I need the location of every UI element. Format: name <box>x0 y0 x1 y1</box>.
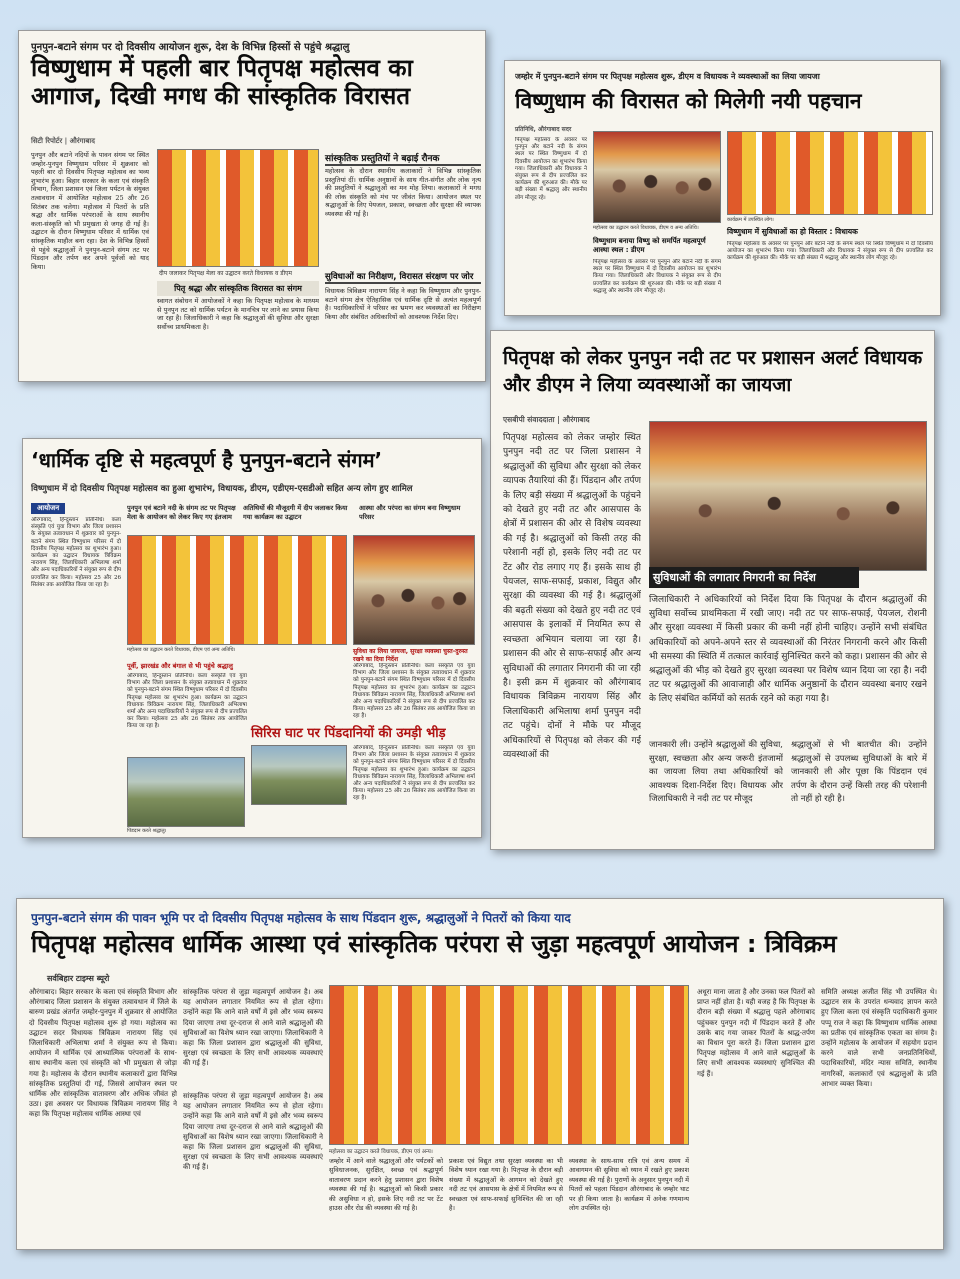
clip2-subhead-mla: विष्णुधाम में सुविधाओं का हो विस्तार : विधायक <box>727 227 858 236</box>
clip5-column-bottom-2: प्रकाश एवं विद्युत तथा सुरक्षा व्यवस्था का भी विशेष ध्यान रखा गया है। पितृपक्ष के दौरान बड़ी संख्या में श्रद्धालुओं के आगमन को देखते हुए नदी तट एवं आसपास के क्षेत्रों में नियमित रूप से स्वच्छता एवं साफ-सफाई सुनिश्चित की जा रही है। <box>449 1157 563 1213</box>
clip2-kicker: जम्होर में पुनपुन-बटाने संगम पर पितृपक्ष महोत्सव शुरू, डीएम व विधायक ने व्यवस्थाओं का लिया जायजा <box>515 72 820 81</box>
clip4-bullet-3: आस्था और परंपरा का संगम बना विष्णुधाम परिसर <box>359 504 461 521</box>
clip5-column-2-top: सांस्कृतिक परंपरा से जुड़ा महत्वपूर्ण आयोजन है। अब यह आयोजन लगातार नियमित रूप से होता रहेगा। उन्होंने कहा कि आने वाले वर्षों में इसे और भव्य स्वरूप दिया जाएगा तथा दूर-दराज से आने वाले श्रद्धालुओं की सुविधाओं का विशेष ध्यान रखा जाएगा। जिलाधिकारी ने कहा कि जिला प्रशासन द्वारा श्रद्धालुओं की सुविधा, सुरक्षा एवं स्वच्छता के लिए सभी आवश्यक व्यवस्थाएं की गई हैं। <box>183 988 323 1068</box>
clip3-photo-inspection <box>649 421 927 571</box>
clip4-bullet-2: अतिथियों की मौजूदगी में दीप जलाकर किया गया कार्यक्रम का उद्घाटन <box>243 504 348 521</box>
clip1-section-inspection: सुविधाओं का निरीक्षण, विरासत संरक्षण पर जोर <box>325 271 481 284</box>
clip5-column-bottom-1: जम्होर में आने वाले श्रद्धालुओं और पर्यटकों को सुविधाजनक, सुरक्षित, स्वच्छ एवं श्रद्धापूर्ण वातावरण प्रदान करने हेतु प्रशासन द्वारा विशेष व्यवस्था की गई है। श्रद्धालुओं को किसी प्रकार की असुविधा न हो, इसके लिए नदी तट पर टेंट हाउस और रोड की व्यवस्था की गई है। <box>329 1157 443 1213</box>
clip5-column-3: अधूरा माना जाता है और उनका फल पितरों को प्राप्त नहीं होता है। यही वजह है कि पितृपक्ष के दौरान बड़ी संख्या में श्रद्धालु पहले औरंगाबाद पहुंचकर पुनपुन नदी में पिंडदान करते हैं और उसके बाद गया जाकर पितरों के श्राद्ध-तर्पण का विधान पूरा करते हैं। जिला प्रशासन द्वारा पितृपक्ष महोत्सव में आने वाले श्रद्धालुओं के लिए सभी आवश्यक व्यवस्थाएं सुनिश्चित की गई हैं। <box>697 988 815 1078</box>
clipping-vishnudham-first-festival <box>18 30 486 382</box>
clip5-byline: सर्वबिहार टाइम्स ब्यूरो <box>47 974 110 983</box>
clip5-column-4: समिति अध्यक्ष अजीत सिंह भी उपस्थित थे। उद्घाटन सत्र के उपरांत धन्यवाद ज्ञापन करते हुए जिला कला एवं संस्कृति पदाधिकारी कुमार पप्पू राज ने कहा कि विष्णुधाम धार्मिक आस्था का प्रतीक एवं सांस्कृतिक एकता का संगम है। उन्होंने महोत्सव के आयोजन में सहयोग प्रदान करने वाले सभी जनप्रतिनिधियों, पदाधिकारियों, मंदिर न्यास समिति, स्थानीय नागरिकों, कलाकारों एवं श्रद्धालुओं के प्रति आभार व्यक्त किया। <box>821 988 937 1088</box>
clipping-vishnudham-heritage <box>504 60 941 316</box>
clip4-subhead-sirish-ghat: सिरिस घाट पर पिंडदानियों की उमड़ी भीड़ <box>251 726 446 741</box>
clip1-column-inspection: विधायक त्रिविक्रम नारायण सिंह ने कहा कि विष्णुधाम और पुनपुन-बटाने संगम क्षेत्र ऐतिहासिक एवं धार्मिक दृष्टि से अत्यंत महत्वपूर्ण है। पदाधिकारियों ने परिसर का भ्रमण कर व्यवस्थाओं का निरीक्षण किया और संबंधित अधिकारियों को आवश्यक निर्देश दिए। <box>325 287 481 321</box>
clip4-inner-head-2: सुविधा का लिया जायजा, सुरक्षा व्यवस्था चुस्त-दुरुस्त रखने का दिया निर्देश <box>353 648 468 663</box>
clip2-headline: विष्णुधाम की विरासत को मिलेगी नयी पहचान <box>515 89 862 113</box>
clip5-column-1: औरंगाबाद। बिहार सरकार के कला एवं संस्कृति विभाग और औरंगाबाद जिला प्रशासन के संयुक्त तत्वावधान में जिले के बारुण प्रखंड अंतर्गत जम्होर-पुनपुन में शुक्रवार से आयोजित दो दिवसीय पितृपक्ष महोत्सव शुरू हो गया। महोत्सव का उद्घाटन सदर विधायक त्रिविक्रम नारायण सिंह एवं जिलाधिकारी अभिलाषा शर्मा ने संयुक्त रूप से किया। आयोजन में धार्मिक एवं आध्यात्मिक परंपराओं के साथ-साथ स्थानीय कला एवं संस्कृति को भी प्रमुखता से जोड़ा गया है। महोत्सव के दौरान स्थानीय कलाकारों द्वारा विभिन्न सांस्कृतिक प्रस्तुतियां दी गई, जिससे आयोजन स्थल पर धार्मिक और सांस्कृतिक वातावरण और अधिक जीवंत हो उठा। इस अवसर पर विधायक त्रिविक्रम नारायण सिंह ने कहा कि पितृपक्ष महोत्सव धार्मिक आस्था एवं <box>29 988 177 1119</box>
clipping-administration-alert <box>490 330 935 850</box>
clipping-religious-importance <box>22 438 482 838</box>
clip4-column-left: औरंगाबाद, हिन्दुस्तान प्रतिनिधि। कला संस्कृति एवं युवा विभाग और जिला प्रशासन के संयुक्त तत्वावधान में शुक्रवार को पुनपुन-बटाने संगम स्थित विष्णुधाम परिसर में दो दिवसीय पितृपक्ष महोत्सव का शुभारंभ हुआ। कार्यक्रम का उद्घाटन विधायक त्रिविक्रम नारायण सिंह, जिलाधिकारी अभिलाषा शर्मा और अन्य पदाधिकारियों ने संयुक्त रूप से दीप प्रज्वलित कर किया। महोत्सव 25 और 26 सितंबर तक आयोजित किया जा रहा है। <box>31 517 121 588</box>
clip4-caption-stage: महोत्सव का उद्घाटन करते विधायक, डीएम एवं अन्य अतिथि। <box>127 647 236 653</box>
clip3-column-right: जिलाधिकारी ने अधिकारियों को निर्देश दिया कि पितृपक्ष के दौरान श्रद्धालुओं की सुविधा सर्वोच्च प्राथमिकता में रखी जाए। नदी तट पर साफ-सफाई, पेयजल, रोशनी और सुरक्षा व्यवस्था में किसी प्रकार की कमी नहीं होनी चाहिए। उन्होंने सभी संबंधित अधिकारियों को अपने-अपने स्तर से व्यवस्थाओं की निरंतर निगरानी करने और किसी भी समस्या की स्थिति में तत्काल कार्रवाई सुनिश्चित करने को कहा। प्रशासन की ओर से श्रद्धालुओं की भीड़ को देखते हुए सुरक्षा व्यवस्था पर विशेष ध्यान दिया जा रहा है। नदी तट पर श्रद्धालुओं की आवाजाही और धार्मिक अनुष्ठानों के दौरान व्यवस्था बनाए रखने के लिए संबंधित कर्मियों को सतर्क रहने को कहा गया है। <box>649 595 927 705</box>
clip5-photo-caption: महोत्सव का उद्घाटन करते विधायक, डीएम एवं अन्य। <box>329 1149 433 1155</box>
clip3-headline: पितृपक्ष को लेकर पुनपुन नदी तट पर प्रशासन अलर्ट विधायक और डीएम ने लिया व्यवस्थाओं का जायजा <box>503 347 923 396</box>
clip1-photo-inauguration <box>157 149 319 267</box>
clip4-photo-devotees <box>251 745 347 805</box>
clip2-column-left: पितृपक्ष महोत्सव के अवसर पर पुनपुन और बटाने नदी के संगम स्थल पर स्थित विष्णुधाम में दो दिवसीय आयोजन का शुभारंभ किया गया। जिलाधिकारी और विधायक ने संयुक्त रूप से दीप प्रज्वलित कर कार्यक्रम की शुरुआत की। मौके पर बड़ी संख्या में श्रद्धालु और स्थानीय लोग मौजूद रहे। <box>515 137 587 201</box>
clip4-bullet-1: पुनपुन एवं बटाने नदी के संगम तट पर पितृपक्ष मेला के आयोजन को लेकर किए गए इंतजाम <box>127 504 236 521</box>
clipping-trivikram-statement <box>16 898 944 1250</box>
clip5-column-2-bottom: सांस्कृतिक परंपरा से जुड़ा महत्वपूर्ण आयोजन है। अब यह आयोजन लगातार नियमित रूप से होता रहेगा। उन्होंने कहा कि आने वाले वर्षों में इसे और भव्य स्वरूप दिया जाएगा तथा दूर-दराज से आने वाले श्रद्धालुओं की सुविधाओं का विशेष ध्यान रखा जाएगा। जिलाधिकारी ने कहा कि जिला प्रशासन द्वारा श्रद्धालुओं की सुविधा, सुरक्षा एवं स्वच्छता के लिए सभी आवश्यक व्यवस्थाएं की गई हैं। <box>183 1092 323 1172</box>
clip2-subhead-dm: विष्णुधाम बनाया विष्णु को समर्पित महत्वपूर्ण आस्था स्थल : डीएम <box>593 237 706 254</box>
clip4-photo-crowd <box>353 535 475 645</box>
clip2-caption-right: कार्यक्रम में उपस्थित लोग। <box>727 217 774 223</box>
clip1-photo-caption: दीप जलाकर पितृपक्ष मेला का उद्घाटन करते विधायक व डीएम <box>159 270 292 277</box>
clip1-section-cultural: सांस्कृतिक प्रस्तुतियों ने बढ़ाई रौनक <box>325 151 481 166</box>
clip5-photo-inauguration <box>329 985 689 1145</box>
clip3-subhead: सुविधाओं की लगातार निगरानी का निर्देश <box>649 567 859 588</box>
clip3-column-bottom-mid: जानकारी ली। उन्होंने श्रद्धालुओं की सुविधा, सुरक्षा, स्वच्छता और अन्य जरूरी इंतजामों का जायजा लिया तथा अधिकारियों को आवश्यक दिशा-निर्देश दिए। विधायक और जिलाधिकारी ने नदी तट पर मौजूद <box>649 740 783 805</box>
clip4-subheadline: विष्णुधाम में दो दिवसीय पितृपक्ष महोत्सव का हुआ शुभारंभ, विधायक, डीएम, एडीएम-एसडीओ सहित अन्य लोग हुए शामिल <box>31 484 413 494</box>
clip4-inner-head: पूर्वी, झारखंड और बंगाल से भी पहुंचे श्रद्धालु <box>127 662 233 670</box>
clip4-caption-ghat: पिंडदान करते श्रद्धालु। <box>127 828 167 834</box>
clip1-section-heritage: पितृ श्रद्धा और सांस्कृतिक विरासत का संगम <box>157 281 319 296</box>
clip2-caption-left: महोत्सव का उद्घाटन करते विधायक, डीएम व अन्य अतिथि। <box>593 225 699 231</box>
clip5-column-bottom-3: व्यवस्था के साथ-साथ रात्रि एवं अन्य समय में आवागमन की सुविधा को ध्यान में रखते हुए प्रकाश व्यवस्था की गई है। पुराणों के अनुसार पुनपुन नदी में पितरों को पहला पिंडदान औरंगाबाद के जम्होर घाट पर ही किया जाता है। कार्यक्रम में अनेक गणमान्य लोग उपस्थित रहे। <box>569 1157 689 1213</box>
clip1-kicker: पुनपुन-बटाने संगम पर दो दिवसीय आयोजन शुरू, देश के विभिन्न हिस्सों से पहुंचे श्रद्धालु <box>31 42 350 53</box>
clip1-column-middle: स्वागत संबोधन में आयोजकों ने कहा कि पितृपक्ष महोत्सव के माध्यम से पुनपुन तट को धार्मिक पर्यटन के मानचित्र पर लाने का प्रयास किया जा रहा है। जिलाधिकारी ने कहा कि श्रद्धालुओं की सुविधा और सुरक्षा सर्वोच्च प्राथमिकता है। <box>157 297 319 331</box>
clip2-photo-right <box>727 131 933 215</box>
clip4-headline: ‘धार्मिक दृष्टि से महत्वपूर्ण है पुनपुन-बटाने संगम’ <box>31 449 383 472</box>
clip4-photo-stage <box>127 535 347 645</box>
clip5-headline: पितृपक्ष महोत्सव धार्मिक आस्था एवं सांस्कृतिक परंपरा से जुड़ा महत्वपूर्ण आयोजन : त्रिविक्रम <box>31 931 837 958</box>
clip2-column-mid: पितृपक्ष महोत्सव के अवसर पर पुनपुन और बटाने नदी के संगम स्थल पर स्थित विष्णुधाम में दो दिवसीय आयोजन का शुभारंभ किया गया। जिलाधिकारी और विधायक ने संयुक्त रूप से दीप प्रज्वलित कर कार्यक्रम की शुरुआत की। मौके पर बड़ी संख्या में श्रद्धालु और स्थानीय लोग मौजूद रहे। <box>593 259 721 294</box>
clip4-tag: आयोजन <box>31 503 65 514</box>
clip2-photo-left <box>593 131 721 223</box>
clip1-byline: सिटी रिपोर्टर | औरंगाबाद <box>31 137 95 145</box>
clip2-column-right: पितृपक्ष महोत्सव के अवसर पर पुनपुन और बटाने नदी के संगम स्थल पर स्थित विष्णुधाम में दो दिवसीय आयोजन का शुभारंभ किया गया। जिलाधिकारी और विधायक ने संयुक्त रूप से दीप प्रज्वलित कर कार्यक्रम की शुरुआत की। मौके पर बड़ी संख्या में श्रद्धालु और स्थानीय लोग मौजूद रहे। <box>727 241 933 262</box>
clip1-column-right: महोत्सव के दौरान स्थानीय कलाकारों ने विभिन्न सांस्कृतिक प्रस्तुतियां दीं। धार्मिक अनुष्ठानों के साथ गीत-संगीत और लोक नृत्य की प्रस्तुतियों ने श्रद्धालुओं का मन मोह लिया। कलाकारों ने मगध की लोक संस्कृति को मंच पर जीवंत किया। आयोजन स्थल पर श्रद्धालुओं के लिए पेयजल, प्रकाश, स्वच्छता और सुरक्षा की व्यापक व्यवस्था की गई है। <box>325 167 481 218</box>
clip3-column-bottom-right: श्रद्धालुओं से भी बातचीत की। उन्होंने श्रद्धालुओं से उपलब्ध सुविधाओं के बारे में जानकारी ली और पूछा कि पिंडदान एवं तर्पण के दौरान उन्हें किसी तरह की परेशानी तो नहीं हो रही है। <box>791 740 927 805</box>
clip3-byline: एसबीपी संवाददाता | औरंगाबाद <box>503 415 590 424</box>
clip4-column-right-top: औरंगाबाद, हिन्दुस्तान प्रतिनिधि। कला संस्कृति एवं युवा विभाग और जिला प्रशासन के संयुक्त तत्वावधान में शुक्रवार को पुनपुन-बटाने संगम स्थित विष्णुधाम परिसर में दो दिवसीय पितृपक्ष महोत्सव का शुभारंभ हुआ। कार्यक्रम का उद्घाटन विधायक त्रिविक्रम नारायण सिंह, जिलाधिकारी अभिलाषा शर्मा और अन्य पदाधिकारियों ने संयुक्त रूप से दीप प्रज्वलित कर किया। महोत्सव 25 और 26 सितंबर तक आयोजित किया जा रहा है। <box>353 663 475 720</box>
clip4-column-mid: औरंगाबाद, हिन्दुस्तान प्रतिनिधि। कला संस्कृति एवं युवा विभाग और जिला प्रशासन के संयुक्त तत्वावधान में शुक्रवार को पुनपुन-बटाने संगम स्थित विष्णुधाम परिसर में दो दिवसीय पितृपक्ष महोत्सव का शुभारंभ हुआ। कार्यक्रम का उद्घाटन विधायक त्रिविक्रम नारायण सिंह, जिलाधिकारी अभिलाषा शर्मा और अन्य पदाधिकारियों ने संयुक्त रूप से दीप प्रज्वलित कर किया। महोत्सव 25 और 26 सितंबर तक आयोजित किया जा रहा है। <box>127 673 247 730</box>
clip2-byline: प्रतिनिधि, औरंगाबाद सदर <box>515 126 572 133</box>
clip4-photo-ghat <box>127 757 245 827</box>
clip3-column-left: पितृपक्ष महोत्सव को लेकर जम्होर स्थित पुनपुन नदी तट पर जिला प्रशासन ने श्रद्धालुओं की सुविधा और सुरक्षा को लेकर व्यापक तैयारियां की हैं। पिंडदान और तर्पण के लिए बड़ी संख्या में श्रद्धालुओं के पहुंचने को देखते हुए नदी तट और आसपास के क्षेत्रों में प्रशासन की ओर से विशेष व्यवस्था की गई है। श्रद्धालुओं को किसी तरह की परेशानी नहीं हो, इसके लिए नदी तट पर टेंट और रोड लगाए गए हैं। इसके साथ ही पेयजल, साफ-सफाई, प्रकाश, विद्युत और सुरक्षा की व्यवस्था की गई है। श्रद्धालुओं की बढ़ती संख्या को देखते हुए नदी तट एवं आसपास के इलाकों में नियमित रूप से स्वच्छता अभियान चलाया जा रहा है। प्रशासन की ओर से साफ-सफाई और अन्य सुविधाओं की लगातार निगरानी की जा रही है। इसी क्रम में शुक्रवार को औरंगाबाद विधायक त्रिविक्रम नारायण सिंह और जिलाधिकारी अभिलाषा शर्मा पुनपुन नदी तट पहुंचे। दोनों ने मौके पर मौजूद अधिकारियों से पितृपक्ष को लेकर की गई व्यवस्थाओं की <box>503 433 641 760</box>
clip4-column-bottom: औरंगाबाद, हिन्दुस्तान प्रतिनिधि। कला संस्कृति एवं युवा विभाग और जिला प्रशासन के संयुक्त तत्वावधान में शुक्रवार को पुनपुन-बटाने संगम स्थित विष्णुधाम परिसर में दो दिवसीय पितृपक्ष महोत्सव का शुभारंभ हुआ। कार्यक्रम का उद्घाटन विधायक त्रिविक्रम नारायण सिंह, जिलाधिकारी अभिलाषा शर्मा और अन्य पदाधिकारियों ने संयुक्त रूप से दीप प्रज्वलित कर किया। महोत्सव 25 और 26 सितंबर तक आयोजित किया जा रहा है। <box>353 745 475 802</box>
clip1-headline: विष्णुधाम में पहली बार पितृपक्ष महोत्सव का आगाज, दिखी मगध की सांस्कृतिक विरासत <box>31 54 413 110</box>
clip1-column-left: पुनपुन और बटाने नदियों के पावन संगम पर स्थित जम्होर-पुनपुन विष्णुधाम परिसर में शुक्रवार को पहली बार दो दिवसीय पितृपक्ष महोत्सव का भव्य शुभारंभ हुआ। बिहार सरकार के कला एवं संस्कृति विभाग, जिला प्रशासन एवं जिला पर्यटन के संयुक्त तत्वावधान में आयोजित महोत्सव 25 और 26 सितंबर तक चलेगा। महोत्सव में पितरों के प्रति श्रद्धा और धार्मिक परंपराओं के साथ स्थानीय कला-संस्कृति को भी प्रमुखता से जगह दी गई है। उद्घाटन के दौरान विष्णुधाम परिसर में धार्मिक एवं सांस्कृतिक माहौल बना रहा। देश के विभिन्न हिस्सों से पहुंचे श्रद्धालुओं ने पुनपुन-बटाने संगम तट पर पिंडदान और तर्पण कर अपने पूर्वजों को याद किया। <box>31 151 149 271</box>
clip5-kicker: पुनपुन-बटाने संगम की पावन भूमि पर दो दिवसीय पितृपक्ष महोत्सव के साथ पिंडदान शुरू, श्रद्धालुओं ने पितरों को किया याद <box>31 911 571 925</box>
